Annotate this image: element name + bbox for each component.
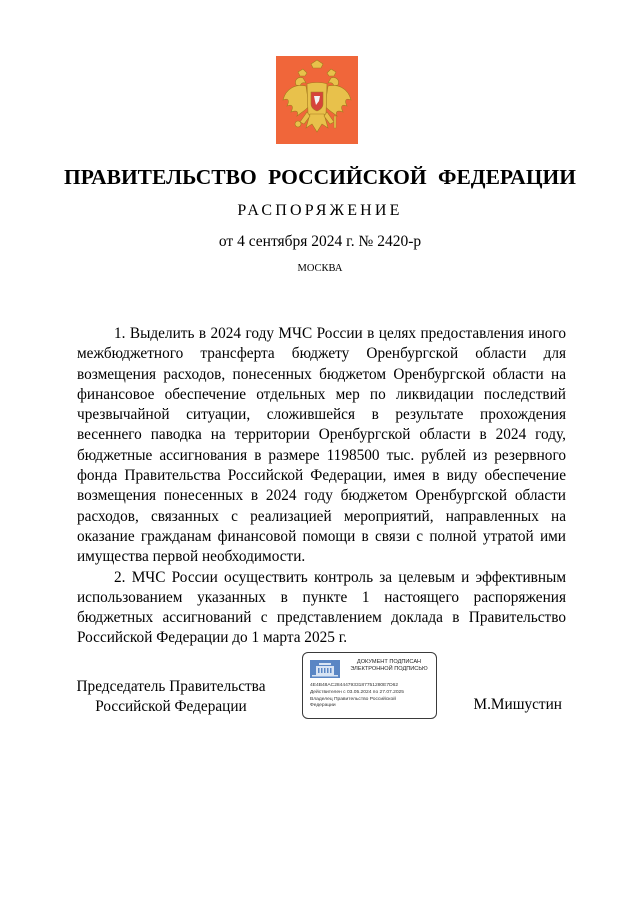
document-date-number: от 4 сентября 2024 г. № 2420-р	[218, 233, 422, 250]
electronic-signature-stamp	[302, 652, 437, 719]
document-type: РАСПОРЯЖЕНИЕ	[237, 202, 403, 219]
signatory-position-line-1: Председатель Правительства	[76, 678, 266, 695]
stamp-owner-line-1: Владелец Правительство Российской	[310, 697, 396, 702]
paragraph-1: 1. Выделить в 2024 году МЧС России в целях предоставления иного межбюджетного трансферта бюджету Оренбургской области для возмещения расходов, понесенных бюджетом Оренбургской области на финансовое обеспечение отдельных мер по ликвидации последствий чрезвычайной ситуации, сложившейся в результате прохождения весеннего паводка на территории Оренбургской области в 2024 году, бюджетные ассигнования в размере 1198500 тыс. рублей из резервного фонда Правительства Российской Федерации, имея в виду обеспечение возмещения понесенных в 2024 году бюджетом Оренбургской области расходов, связанных с реализацией мероприятий, направленных на оказание гражданам финансовой помощи в связи с полной утратой ими имущества первой необходимости.	[77, 325, 566, 566]
coat-of-arms-emblem	[276, 56, 358, 144]
stamp-title	[343, 659, 435, 673]
signer-name: М.Мишустин	[473, 696, 562, 713]
stamp-title-line-1: ДОКУМЕНТ ПОДПИСАН	[356, 659, 422, 665]
signatory-position	[66, 677, 276, 718]
stamp-title-line-2: ЭЛЕКТРОННОЙ ПОДПИСЬЮ	[350, 666, 428, 672]
stamp-certificate: 4E4B48AC284447933187751280E7D62	[310, 683, 399, 688]
document-city: МОСКВА	[297, 263, 343, 274]
stamp-owner-line-2: Федерации	[310, 703, 336, 708]
paragraph-2: 2. МЧС России осуществить контроль за целевым и эффективным использованием указанных в пункте 1 настоящего распоряжения бюджетных ассигнований с представлением доклада в Правительство Российской Федерации до 1 марта 2025 г.	[77, 568, 566, 647]
government-title: ПРАВИТЕЛЬСТВО РОССИЙСКОЙ ФЕДЕРАЦИИ	[63, 165, 576, 189]
document-body	[77, 324, 566, 649]
government-building-icon	[310, 660, 340, 678]
signatory-position-line-2: Российской Федерации	[95, 698, 247, 716]
stamp-validity: Действителен с 03.05.2024 по 27.07.2025	[310, 690, 404, 695]
